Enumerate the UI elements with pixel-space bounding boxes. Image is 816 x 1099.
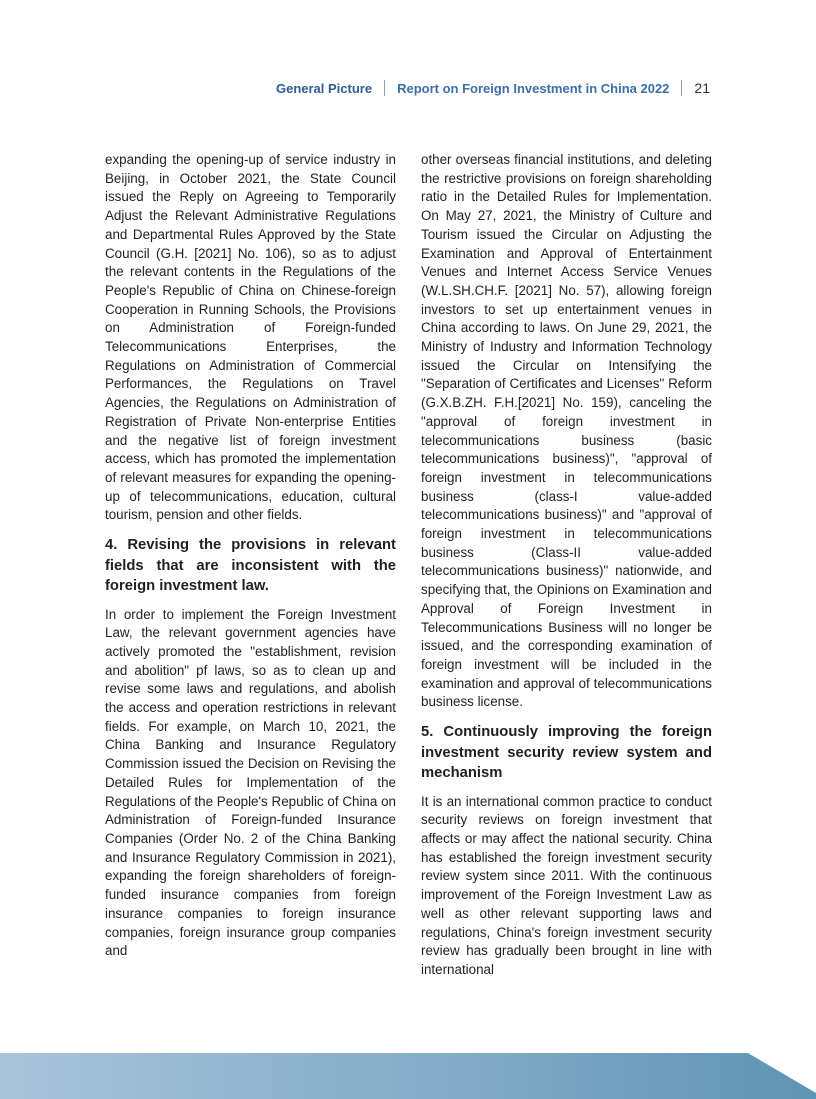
header-divider [384,80,385,96]
report-title: Report on Foreign Investment in China 2022 [397,80,670,96]
body-paragraph: It is an international common practice to conduct security reviews on foreign investment that affects or may affect the national security. China has established the foreign investment security review system since 2011. With the continuous improvement of the Foreign Investment Law as well as other relevant supporting laws and regulations, China's foreign investment security review has gradually been brought in line with international [421,793,712,977]
right-column [421,151,712,980]
left-column [105,151,396,961]
page-number: 21 [694,80,710,96]
section-heading-4: 4. Revising the provisions in relevant fields that are inconsistent with the foreign investment law. [105,537,396,595]
body-paragraph: other overseas financial institutions, and deleting the restrictive provisions on foreign shareholding ratio in the Detailed Rules for Implementation. On May 27, 2021, the Ministry of Culture and Tourism issued the Circular on Adjusting the Examination and Approval of Entertainment Venues and Internet Access Service Venues (W.L.SH.CH.F. [2021] No. 57), allowing foreign investors to set up entertainment venues in China according to laws. On June 29, 2021, the Ministry of Industry and Information Technology issued the Circular on Intensifying the "Separation of Certificates and Licenses" Reform (G.X.B.ZH. F.H.[2021] No. 159), canceling the "approval of foreign investment in telecommunications business (basic telecommunications business)", "approval of foreign investment in telecommunications business (class-I value-added telecommunications business)" and "approval of foreign investment in telecommunications business (Class-II value-added telecommunications business)" nationwide, and specifying that, the Opinions on Examination and Approval of Foreign Investment in Telecommunications Business will no longer be issued, and the corresponding examination of foreign investment will be included in the examination and approval of telecommunications business license. [421,152,712,710]
body-paragraph: In order to implement the Foreign Investment Law, the relevant government agencies have actively promoted the "establishment, revision and abolition" pf laws, so as to clean up and revise some laws and regulations, and abolish the access and operation restrictions in relevant fields. For example, on March 10, 2021, the China Banking and Insurance Regulatory Commission issued the Decision on Revising the Detailed Rules for Implementation of the Regulations of the People's Republic of China on Administration of Foreign-funded Insurance Companies (Order No. 2 of the China Banking and Insurance Regulatory Commission in 2021), expanding the foreign shareholders of foreign-funded insurance companies from foreign insurance companies to foreign insurance companies, foreign insurance group companies and [105,606,396,959]
section-label: General Picture [275,80,373,96]
body-paragraph: expanding the opening-up of service industry in Beijing, in October 2021, the State Council issued the Reply on Agreeing to Temporarily Adjust the Relevant Administrative Regulations and Departmental Rules Approved by the State Council (G.H. [2021] No. 106), so as to adjust the relevant contents in the Regulations of the People's Republic of China on Chinese-foreign Cooperation in Running Schools, the Provisions on Administration of Foreign-funded Telecommunications Enterprises, the Regulations on Administration of Commercial Performances, the Regulations on Travel Agencies, the Regulations on Administration of Registration of Private Non-enterprise Entities and the negative list of foreign investment access, which has promoted the implementation of relevant measures for expanding the opening-up of telecommunications, education, cultural tourism, pension and other fields. [105,152,396,523]
running-header [276,79,710,97]
footer-decorative-bar [0,1053,816,1099]
section-heading-5: 5. Continuously improving the foreign investment security review system and mechanism [421,724,712,782]
header-divider [681,80,682,96]
